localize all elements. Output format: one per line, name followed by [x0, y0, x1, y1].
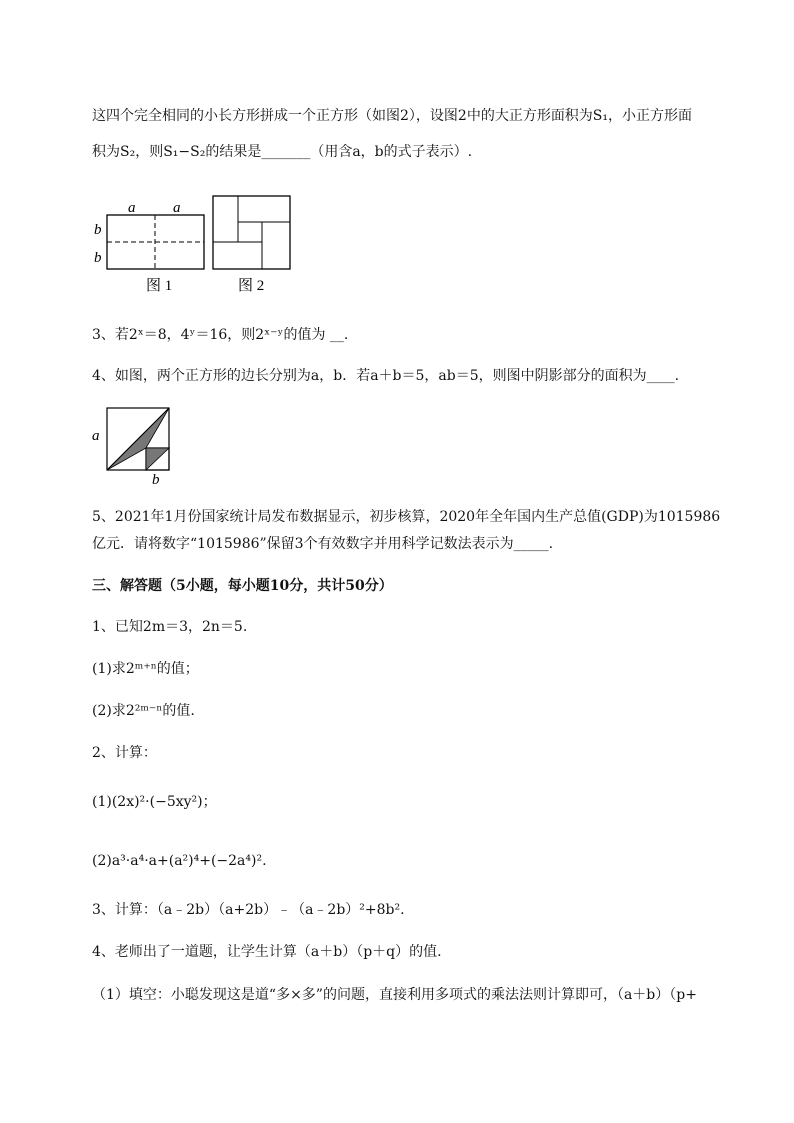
figure-2	[213, 196, 290, 294]
question-5-line-2: 亿元．请将数字“1015986”保留3个有效数字并用科学记数法表示为_____.	[92, 536, 554, 552]
solve-2: 2、计算：	[92, 745, 157, 761]
fig1-label-a1: a	[128, 200, 136, 216]
fig1-label-a2: a	[173, 200, 181, 216]
solve-3: 3、计算：（a﹣2b）（a+2b）﹣（a﹣2b）²+8b².	[92, 902, 405, 918]
section-3-heading: 三、解答题（5小题，每小题10分，共计50分）	[92, 578, 393, 594]
solve-1-part-2: (2)求2²ᵐ⁻ⁿ的值.	[92, 703, 195, 719]
problem-2-line-2: 积为S₂，则S₁−S₂的结果是_______（用含a，b的式子表示）.	[92, 144, 473, 160]
figure-1-2	[90, 192, 300, 298]
solve-1-part-1: (1)求2ᵐ⁺ⁿ的值；	[92, 661, 199, 677]
fig1-label-b1: b	[94, 222, 102, 238]
question-3: 3、若2ˣ＝8，4ʸ＝16，则2ˣ⁻ʸ的值为 __.	[92, 327, 349, 343]
solve-2-part-2: (2)a³·a⁴·a+(a²)⁴+(−2a⁴)².	[92, 853, 267, 869]
solve-4-part-1: （1）填空：小聪发现这是道“多×多”的问题，直接利用多项式的乘法法则计算即可，（a＋b）（p+	[92, 987, 697, 1003]
figure-3	[88, 405, 173, 487]
solve-1: 1、已知2m＝3，2n＝5.	[92, 619, 248, 635]
solve-4: 4、老师出了一道题，让学生计算（a＋b）（p＋q）的值.	[92, 944, 442, 960]
fig3-label-b: b	[152, 472, 160, 487]
figure-1	[94, 200, 204, 294]
question-4: 4、如图，两个正方形的边长分别为a，b．若a＋b＝5，ab＝5，则图中阴影部分的面积为____.	[92, 368, 680, 384]
fig2-caption: 图 2	[238, 278, 265, 294]
question-5-line-1: 5、2021年1月份国家统计局发布数据显示，初步核算，2020年全年国内生产总值(GDP)为1015986	[92, 509, 721, 525]
fig1-label-b2: b	[94, 250, 102, 266]
solve-2-part-1: (1)(2x)²·(−5xy²)；	[92, 794, 217, 810]
problem-2-line-1: 这四个完全相同的小长方形拼成一个正方形（如图2），设图2中的大正方形面积为S₁，小正方形面	[92, 108, 693, 124]
fig1-caption: 图 1	[146, 278, 173, 294]
fig3-label-a: a	[92, 428, 100, 444]
